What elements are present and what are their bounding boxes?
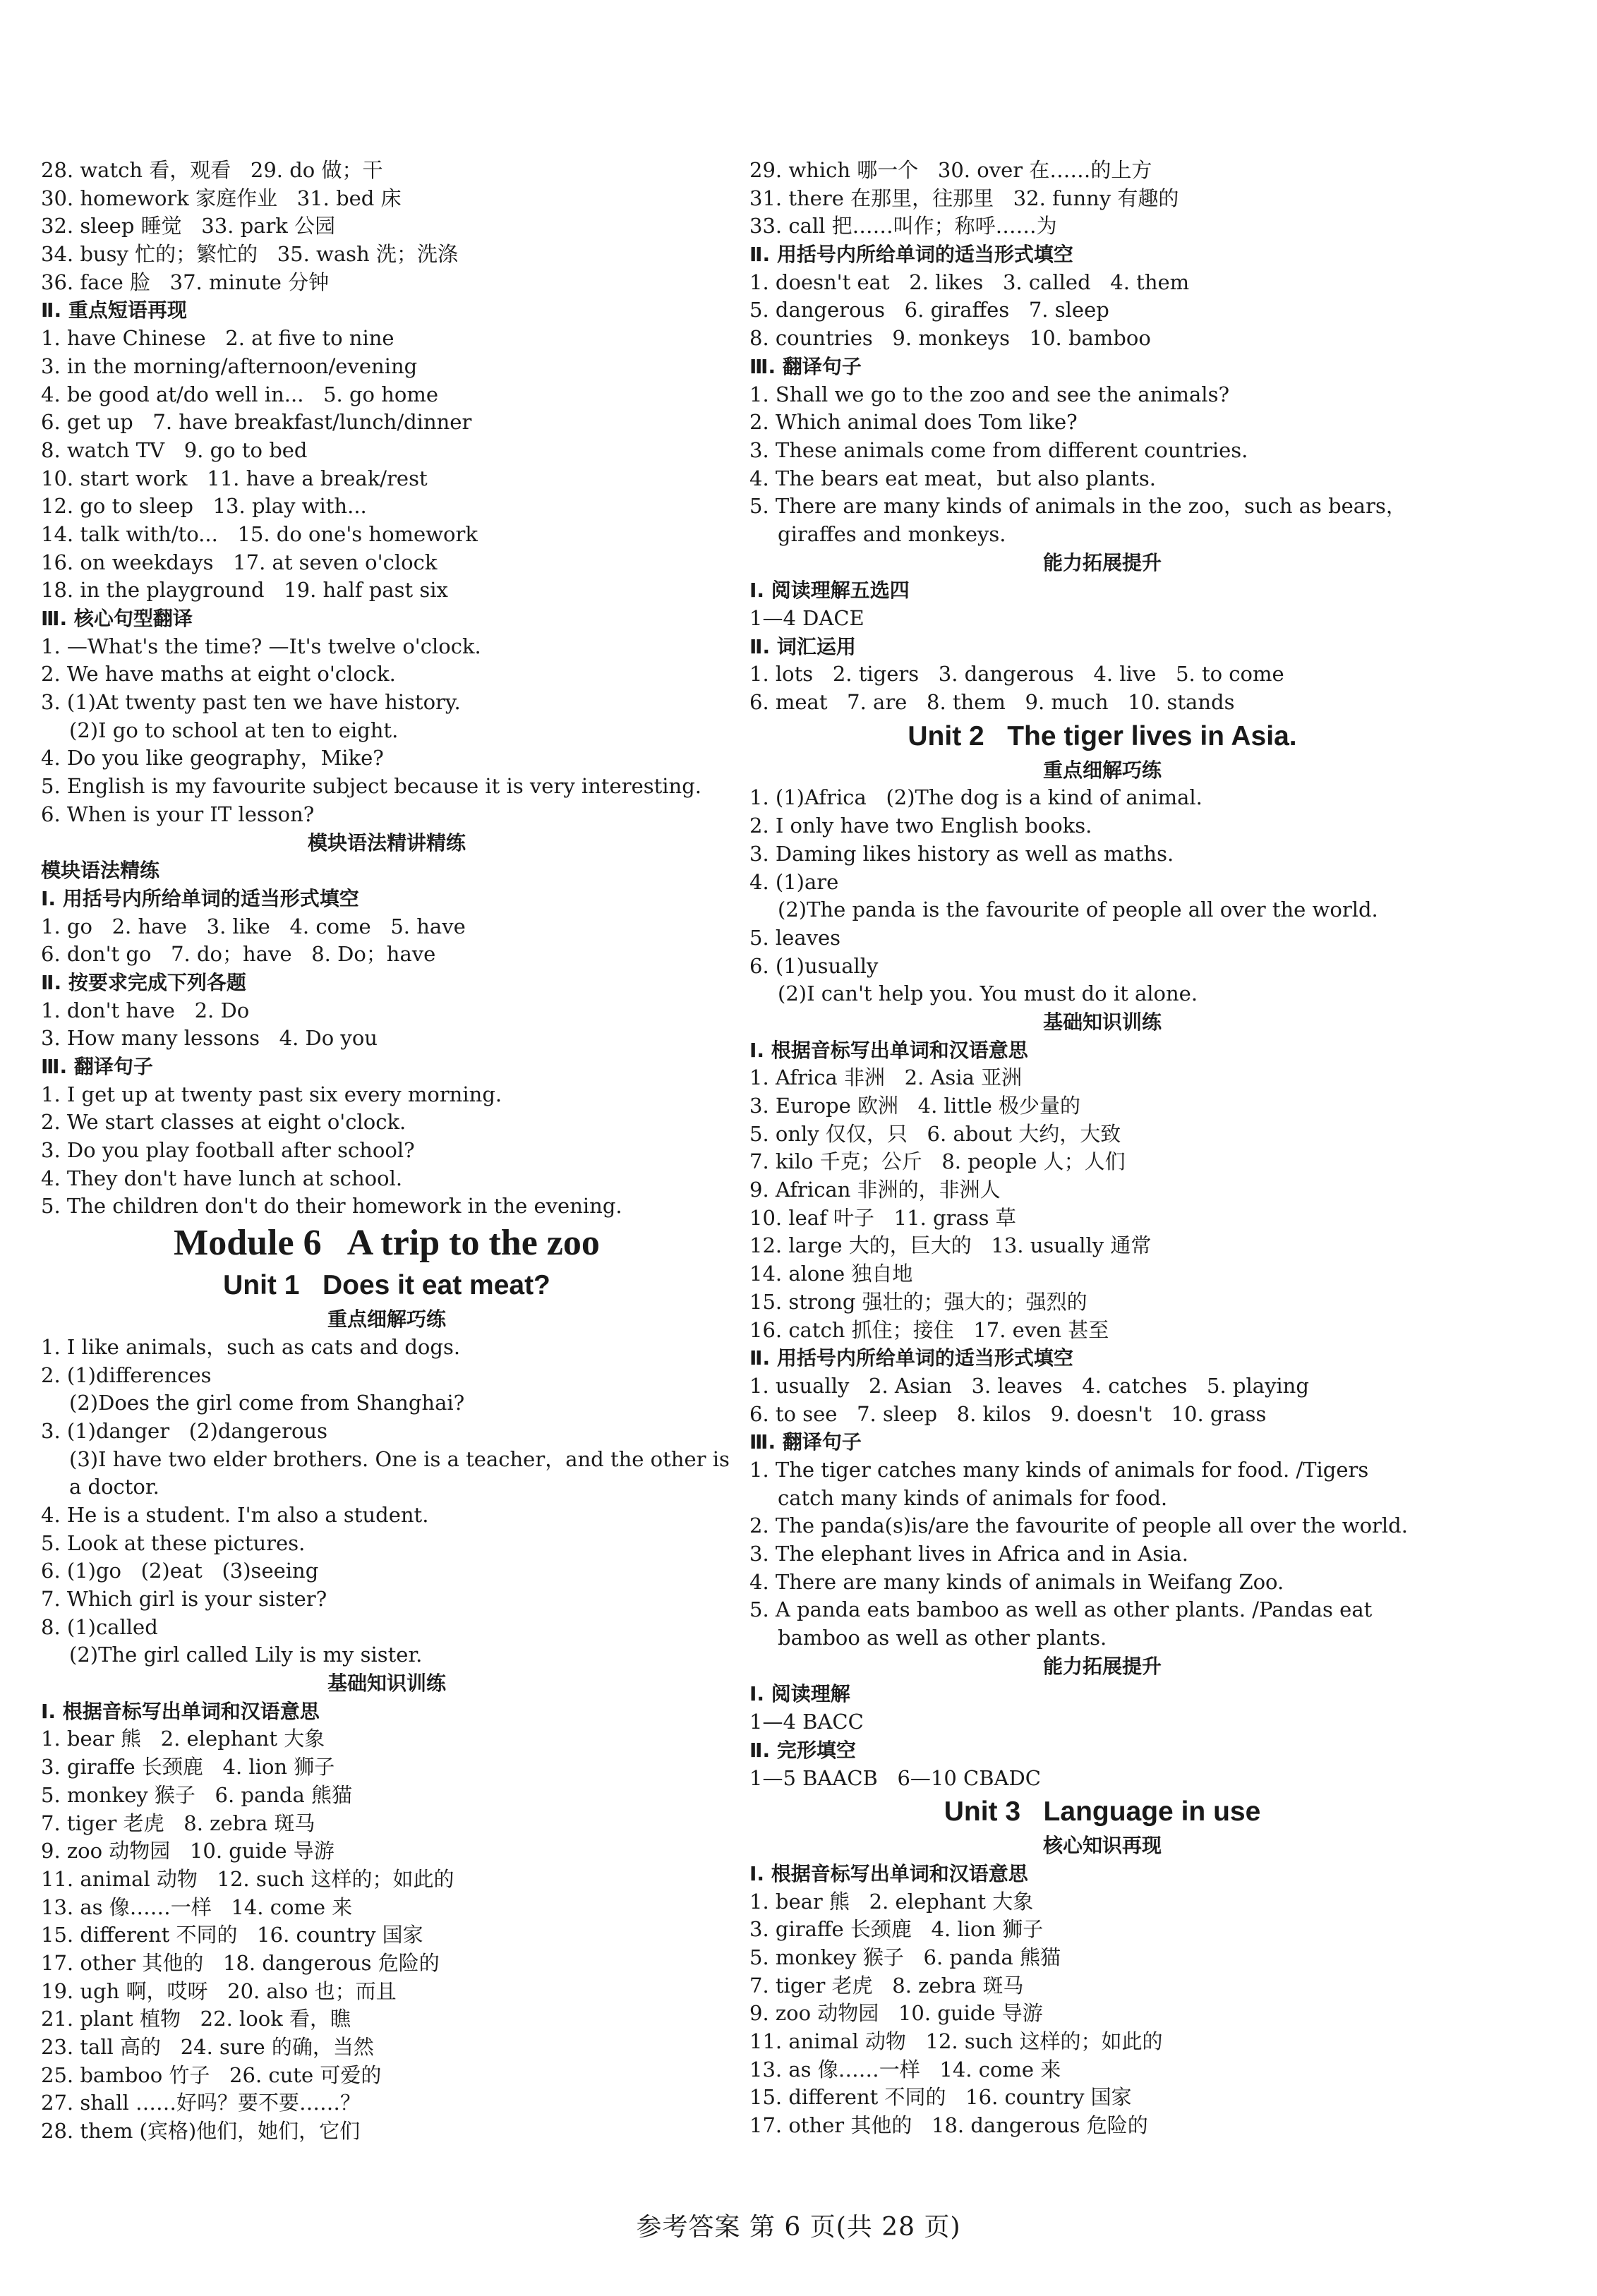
- answer-line: 17. other 其他的 18. dangerous 危险的: [41, 1950, 440, 1975]
- answer-line: 3. (1)At twenty past ten we have history.: [41, 690, 461, 715]
- answer-line: 6. don't go 7. do；have 8. Do；have: [41, 942, 436, 967]
- answer-line: 2. We have maths at eight o'clock.: [41, 662, 396, 687]
- answer-line: 25. bamboo 竹子 26. cute 可爱的: [41, 2062, 382, 2087]
- answer-line: 9. zoo 动物园 10. guide 导游: [41, 1839, 335, 1863]
- answer-line: 16. catch 抓住；接住 17. even 甚至: [749, 1317, 1109, 1342]
- answer-line: 4. be good at/do well in... 5. go home: [41, 382, 438, 406]
- answer-line: 3. The elephant lives in Africa and in Asia.: [749, 1542, 1188, 1566]
- answer-line: 34. busy 忙的；繁忙的 35. wash 洗；洗涤: [41, 242, 458, 267]
- answer-line: 33. call 把……叫作；称呼……为: [749, 214, 1057, 238]
- answer-line-continued: (2)The panda is the favourite of people all over the world.: [778, 898, 1378, 922]
- answer-line: 11. animal 动物 12. such 这样的；如此的: [41, 1866, 454, 1891]
- subsection-title: 基础知识训练: [1042, 1010, 1162, 1034]
- answer-line: 1. Africa 非洲 2. Asia 亚洲: [749, 1065, 1023, 1090]
- answer-line-continued: (2)The girl called Lily is my sister.: [69, 1643, 423, 1667]
- subsection-title: 核心知识再现: [1042, 1834, 1162, 1858]
- answer-line: 1. bear 熊 2. elephant 大象: [749, 1889, 1034, 1914]
- unit-title: Unit 1 Does it eat meat?: [223, 1270, 550, 1301]
- answer-line: 5. English is my favourite subject because it is very interesting.: [41, 774, 702, 799]
- answer-line: 1. —What's the time? —It's twelve o'clock.: [41, 634, 481, 658]
- answer-line: 1. I like animals，such as cats and dogs.: [41, 1334, 461, 1359]
- answer-line: 5. only 仅仅，只 6. about 大约，大致: [749, 1121, 1121, 1146]
- answer-line-continued: (2)I can't help you. You must do it alone.: [778, 981, 1198, 1006]
- section-heading: Ⅱ. 完形填空: [749, 1738, 856, 1762]
- answer-line: 13. as 像……一样 14. come 来: [41, 1895, 353, 1919]
- answer-line: 10. start work 11. have a break/rest: [41, 466, 428, 490]
- answer-line: 4. Do you like geography，Mike?: [41, 746, 384, 771]
- section-heading: Ⅱ. 词汇运用: [749, 634, 856, 658]
- answer-line-continued: (3)I have two elder brothers. One is a teacher，and the other is: [69, 1446, 730, 1471]
- subsection-title: 能力拓展提升: [1042, 550, 1162, 574]
- section-heading: Ⅰ. 用括号内所给单词的适当形式填空: [41, 886, 359, 910]
- answer-line: 3. These animals come from different countries.: [749, 437, 1248, 462]
- answer-line-continued: (2)Does the girl come from Shanghai?: [69, 1391, 465, 1415]
- answer-line: 29. which 哪一个 30. over 在……的上方: [749, 158, 1152, 182]
- answer-line: 3. Daming likes history as well as maths.: [749, 841, 1174, 866]
- subsection-title: 基础知识训练: [327, 1672, 446, 1696]
- answer-line: 1. bear 熊 2. elephant 大象: [41, 1727, 325, 1751]
- unit-title: Unit 2 The tiger lives in Asia.: [908, 720, 1297, 751]
- answer-line: 3. Europe 欧洲 4. little 极少量的: [749, 1094, 1081, 1118]
- answer-line: 1. Shall we go to the zoo and see the animals?: [749, 382, 1230, 406]
- answer-line-continued: catch many kinds of animals for food.: [778, 1485, 1168, 1510]
- answer-line: 3. How many lessons 4. Do you: [41, 1026, 378, 1051]
- answer-line: 3. Do you play football after school?: [41, 1138, 415, 1163]
- answer-line: 1—5 BAACB 6—10 CBADC: [749, 1765, 1041, 1790]
- answer-line: 16. on weekdays 17. at seven o'clock: [41, 550, 438, 574]
- answer-line: 3. (1)danger (2)dangerous: [41, 1418, 327, 1443]
- answer-line: 1. have Chinese 2. at five to nine: [41, 326, 394, 351]
- answer-line: 5. There are many kinds of animals in the zoo，such as bears，: [749, 494, 1406, 519]
- section-heading: Ⅱ. 按要求完成下列各题: [41, 970, 246, 994]
- answer-line: 5. A panda eats bamboo as well as other plants. /Pandas eat: [749, 1597, 1373, 1622]
- right-column: [749, 157, 1455, 2140]
- section-heading: Ⅲ. 核心句型翻译: [41, 607, 193, 630]
- answer-line: 5. The children don't do their homework in the evening.: [41, 1194, 622, 1219]
- answer-line: 5. dangerous 6. giraffes 7. sleep: [749, 298, 1109, 322]
- section-heading: Ⅲ. 翻译句子: [749, 1430, 862, 1454]
- subsection-title: 重点细解巧练: [327, 1307, 446, 1331]
- subsection-title: 模块语法精讲精练: [307, 830, 466, 854]
- answer-line: 12. large 大的，巨大的 13. usually 通常: [749, 1233, 1152, 1258]
- answer-line: 4. The bears eat meat，but also plants.: [749, 466, 1156, 490]
- answer-line: 1. don't have 2. Do: [41, 998, 250, 1022]
- answer-line: 3. giraffe 长颈鹿 4. lion 狮子: [41, 1755, 335, 1780]
- answer-line: 1. The tiger catches many kinds of animals for food. /Tigers: [749, 1457, 1369, 1482]
- answer-line: 6. When is your IT lesson?: [41, 802, 315, 826]
- answer-line: 27. shall ……好吗？要不要……？: [41, 2091, 361, 2115]
- answer-line: 2. I only have two English books.: [749, 814, 1092, 838]
- answer-line: 9. African 非洲的，非洲人: [749, 1178, 1001, 1202]
- section-heading: 模块语法精练: [41, 859, 160, 883]
- answer-line: 28. them (宾格)他们，她们，它们: [41, 2119, 361, 2144]
- answer-line: 1. I get up at twenty past six every morning.: [41, 1082, 502, 1106]
- answer-line: 5. monkey 猴子 6. panda 熊猫: [41, 1782, 353, 1807]
- answer-line: 2. The panda(s)is/are the favourite of people all over the world.: [749, 1513, 1408, 1538]
- answer-line: 28. watch 看，观看 29. do 做；干: [41, 158, 383, 182]
- answer-line: 7. Which girl is your sister?: [41, 1587, 327, 1611]
- answer-line: 1—4 BACC: [749, 1710, 864, 1734]
- answer-line: 6. get up 7. have breakfast/lunch/dinner: [41, 410, 472, 435]
- answer-line: 15. different 不同的 16. country 国家: [749, 2085, 1132, 2110]
- section-heading: Ⅲ. 翻译句子: [41, 1055, 153, 1078]
- answer-line: 6. to see 7. sleep 8. kilos 9. doesn't 10. grass: [749, 1401, 1267, 1426]
- answer-line: 18. in the playground 19. half past six: [41, 578, 448, 603]
- answer-line: 17. other 其他的 18. dangerous 危险的: [749, 2113, 1148, 2138]
- answer-line: 5. Look at these pictures.: [41, 1530, 306, 1555]
- answer-line: 7. tiger 老虎 8. zebra 斑马: [749, 1973, 1024, 1998]
- answer-line: 10. leaf 叶子 11. grass 草: [749, 1205, 1016, 1230]
- answer-line-continued: (2)I go to school at ten to eight.: [69, 718, 399, 742]
- section-heading: Ⅰ. 根据音标写出单词和汉语意思: [41, 1699, 320, 1723]
- answer-line: 1. go 2. have 3. like 4. come 5. have: [41, 914, 466, 938]
- section-heading: Ⅲ. 翻译句子: [749, 354, 862, 378]
- section-heading: Ⅱ. 用括号内所给单词的适当形式填空: [749, 243, 1073, 267]
- answer-line: 5. monkey 猴子 6. panda 熊猫: [749, 1945, 1061, 1969]
- answer-line-continued: bamboo as well as other plants.: [778, 1626, 1107, 1650]
- section-heading: Ⅱ. 重点短语再现: [41, 298, 187, 322]
- answer-line: 36. face 脸 37. minute 分钟: [41, 270, 330, 294]
- answer-line: 6. (1)usually: [749, 953, 879, 978]
- answer-line: 14. alone 独自地: [749, 1262, 913, 1286]
- section-heading: Ⅰ. 阅读理解五选四: [749, 579, 910, 603]
- answer-line: 31. there 在那里，往那里 32. funny 有趣的: [749, 186, 1179, 210]
- answer-line: 8. (1)called: [41, 1614, 158, 1639]
- answer-line: 15. different 不同的 16. country 国家: [41, 1923, 423, 1947]
- answer-line: 6. meat 7. are 8. them 9. much 10. stands: [749, 690, 1235, 715]
- answer-line: 1. (1)Africa (2)The dog is a kind of animal.: [749, 785, 1203, 810]
- answer-line: 8. watch TV 9. go to bed: [41, 437, 308, 462]
- answer-line: 2. We start classes at eight o'clock.: [41, 1110, 406, 1135]
- subsection-title: 重点细解巧练: [1042, 758, 1162, 782]
- answer-line: 4. He is a student. I'm also a student.: [41, 1502, 429, 1527]
- answer-line: 1. lots 2. tigers 3. dangerous 4. live 5. to come: [749, 662, 1284, 687]
- answer-line: 1—4 DACE: [749, 606, 864, 630]
- answer-line: 15. strong 强壮的；强大的；强烈的: [749, 1289, 1087, 1314]
- module-title: Module 6 A trip to the zoo: [174, 1223, 600, 1264]
- answer-line: 4. They don't have lunch at school.: [41, 1166, 403, 1190]
- answer-line: 2. (1)differences: [41, 1363, 212, 1387]
- answer-line: 1. doesn't eat 2. likes 3. called 4. them: [749, 270, 1190, 294]
- answer-line-continued: a doctor.: [69, 1475, 159, 1499]
- left-column: [41, 157, 733, 2146]
- answer-line: 30. homework 家庭作业 31. bed 床: [41, 186, 402, 210]
- answer-line: 13. as 像……一样 14. come 来: [749, 2057, 1061, 2081]
- answer-line: 14. talk with/to... 15. do one's homework: [41, 521, 478, 546]
- answer-line: 11. animal 动物 12. such 这样的；如此的: [749, 2029, 1163, 2053]
- section-heading: Ⅰ. 阅读理解: [749, 1682, 850, 1706]
- section-heading: Ⅰ. 根据音标写出单词和汉语意思: [749, 1861, 1028, 1885]
- answer-line: 7. tiger 老虎 8. zebra 斑马: [41, 1811, 315, 1835]
- answer-line: 1. usually 2. Asian 3. leaves 4. catches 5. playing: [749, 1373, 1309, 1398]
- subsection-title: 能力拓展提升: [1042, 1654, 1162, 1678]
- answer-line: 4. There are many kinds of animals in Weifang Zoo.: [749, 1569, 1284, 1594]
- answer-line: 3. giraffe 长颈鹿 4. lion 狮子: [749, 1917, 1044, 1942]
- section-heading: Ⅰ. 根据音标写出单词和汉语意思: [749, 1038, 1028, 1062]
- answer-line-continued: giraffes and monkeys.: [778, 521, 1006, 546]
- page-footer: 参考答案 第 6 页(共 28 页): [636, 2213, 961, 2242]
- answer-line: 8. countries 9. monkeys 10. bamboo: [749, 326, 1151, 351]
- answer-line: 32. sleep 睡觉 33. park 公园: [41, 214, 336, 238]
- answer-line: 21. plant 植物 22. look 看，瞧: [41, 2007, 351, 2031]
- answer-line: 2. Which animal does Tom like?: [749, 410, 1078, 435]
- answer-line: 4. (1)are: [749, 869, 839, 894]
- answer-line: 3. in the morning/afternoon/evening: [41, 354, 418, 378]
- answer-line: 5. leaves: [749, 925, 841, 950]
- unit-title: Unit 3 Language in use: [944, 1796, 1261, 1827]
- answer-line: 7. kilo 千克；公斤 8. people 人；人们: [749, 1149, 1126, 1174]
- answer-line: 12. go to sleep 13. play with...: [41, 494, 367, 519]
- section-heading: Ⅱ. 用括号内所给单词的适当形式填空: [749, 1346, 1073, 1370]
- answer-line: 23. tall 高的 24. sure 的确，当然: [41, 2035, 374, 2059]
- answer-line: 6. (1)go (2)eat (3)seeing: [41, 1559, 319, 1583]
- answer-line: 9. zoo 动物园 10. guide 导游: [749, 2001, 1043, 2026]
- answer-line: 19. ugh 啊，哎呀 20. also 也；而且: [41, 1978, 397, 2003]
